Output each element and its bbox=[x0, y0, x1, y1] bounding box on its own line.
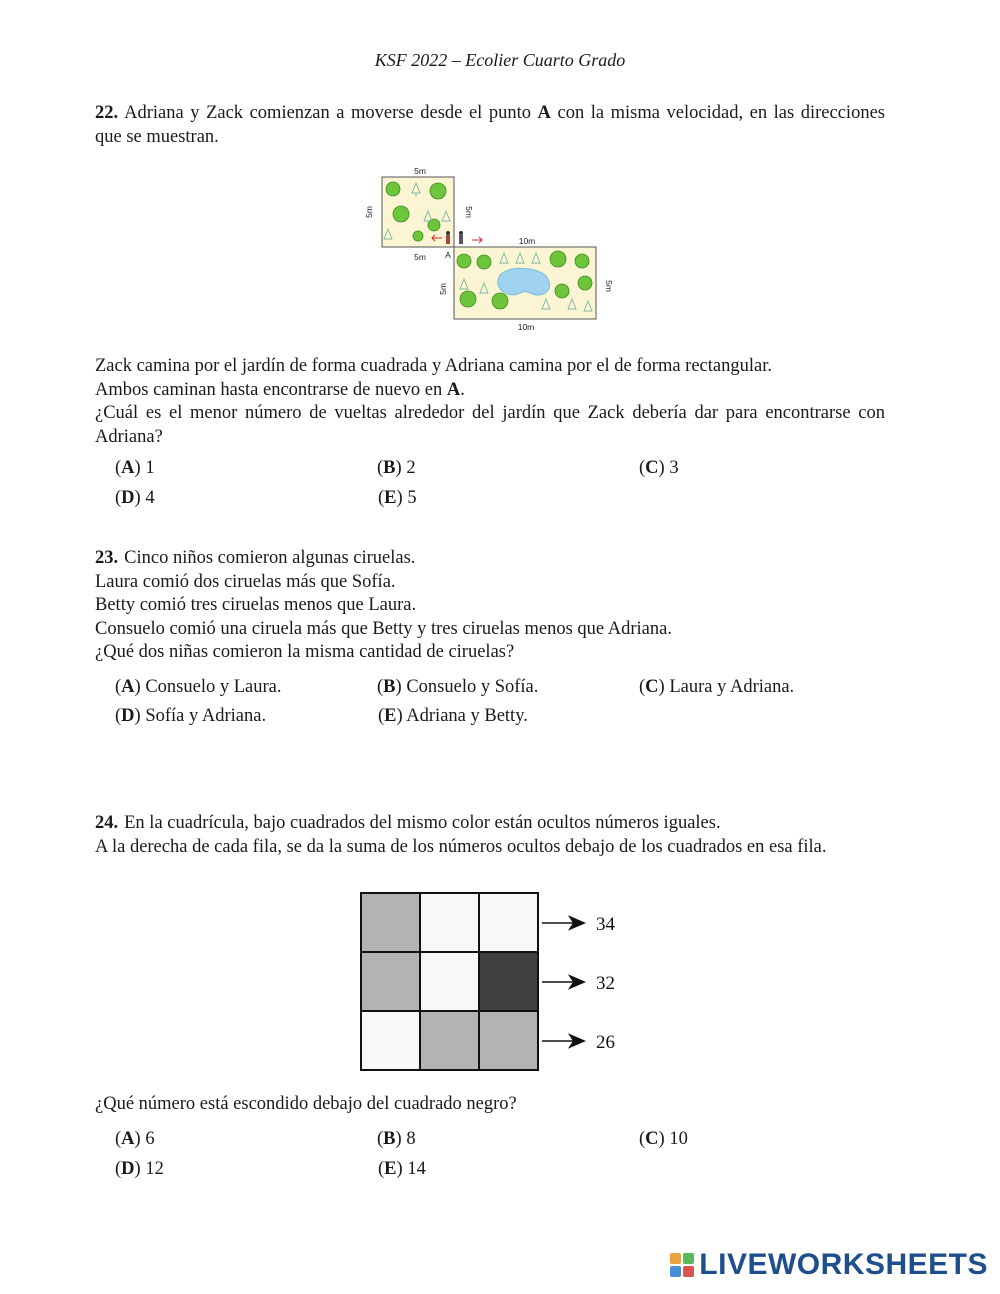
grid-cell-r1-c1 bbox=[361, 893, 420, 952]
grid-cell-r3-c1 bbox=[361, 1011, 420, 1070]
label-rect-bottom: 10m bbox=[517, 322, 535, 332]
right-arrow-icon bbox=[472, 237, 482, 243]
option-e[interactable]: (E) 14 bbox=[378, 1159, 426, 1179]
question-22-number: 22. bbox=[95, 103, 119, 123]
option-d[interactable]: (D) 12 bbox=[115, 1159, 164, 1179]
pond bbox=[498, 268, 550, 295]
label-square-right: 5m bbox=[464, 206, 474, 218]
option-e[interactable]: (E) Adriana y Betty. bbox=[378, 706, 528, 726]
option-d[interactable]: (D) 4 bbox=[115, 488, 155, 508]
label-point-a: A bbox=[445, 250, 451, 260]
question-23-number: 23. bbox=[95, 548, 119, 568]
grid-cell-r2-c2 bbox=[420, 952, 479, 1011]
question-24-number: 24. bbox=[95, 813, 119, 833]
adriana-figure bbox=[446, 231, 450, 235]
question-22-intro: 22. Adriana y Zack comienzan a moverse desde el punto A con la misma velocidad, en las direcciones que se muestran. bbox=[95, 103, 885, 147]
label-square-left: 5m bbox=[364, 206, 374, 218]
option-d[interactable]: (D) Sofía y Adriana. bbox=[115, 706, 267, 726]
question-24: 24. En la cuadrícula, bajo cuadrados del mismo color están ocultos números iguales. A la derecha de cada fila, se da la suma de los números ocultos debajo de los cuadrados en esa fila. bbox=[95, 813, 827, 857]
row-2-arrow-icon bbox=[542, 976, 584, 988]
grid-cell-r1-c2 bbox=[420, 893, 479, 952]
grid-cell-r1-c3 bbox=[479, 893, 538, 952]
row-1-arrow-icon bbox=[542, 917, 584, 929]
option-b[interactable]: (B) Consuelo y Sofía. bbox=[377, 677, 539, 697]
label-rect-top: 10m bbox=[518, 236, 536, 246]
option-a[interactable]: (A) Consuelo y Laura. bbox=[115, 677, 282, 697]
option-c[interactable]: (C) 10 bbox=[639, 1129, 688, 1149]
zack-figure bbox=[459, 231, 463, 235]
grid-cell-r2-c3 bbox=[479, 952, 538, 1011]
label-rect-left: 5m bbox=[438, 283, 448, 295]
option-a[interactable]: (A) 1 bbox=[115, 458, 155, 478]
grid-cell-r3-c3 bbox=[479, 1011, 538, 1070]
option-c[interactable]: (C) 3 bbox=[639, 458, 679, 478]
row-sum-2: 32 bbox=[596, 973, 615, 994]
label-rect-right: 5m bbox=[604, 280, 614, 292]
row-sum-1: 34 bbox=[596, 914, 615, 935]
option-a[interactable]: (A) 6 bbox=[115, 1129, 155, 1149]
question-22-body: Zack camina por el jardín de forma cuadrada y Adriana camina por el de forma rectangular. Ambos caminan hasta encontrarse de nuevo en A. ¿Cuál es el menor número de vueltas alrededor del jardín que Zack debería dar para encontrarse con Adriana? bbox=[95, 356, 885, 447]
question-24-prompt: ¿Qué número está escondido debajo del cuadrado negro? bbox=[95, 1094, 517, 1114]
option-b[interactable]: (B) 2 bbox=[377, 458, 416, 478]
row-3-arrow-icon bbox=[542, 1035, 584, 1047]
grid-cell-r2-c1 bbox=[361, 952, 420, 1011]
label-square-bottom: 5m bbox=[414, 252, 426, 262]
label-square-top: 5m bbox=[414, 166, 426, 176]
color-grid-figure bbox=[358, 890, 628, 1074]
liveworksheets-logo[interactable] bbox=[670, 1248, 988, 1282]
option-c[interactable]: (C) Laura y Adriana. bbox=[639, 677, 795, 697]
garden-figure bbox=[360, 163, 620, 335]
logo-grid-icon bbox=[670, 1253, 694, 1277]
row-sum-3: 26 bbox=[596, 1032, 615, 1053]
option-e[interactable]: (E) 5 bbox=[378, 488, 417, 508]
grid-cell-r3-c2 bbox=[420, 1011, 479, 1070]
option-b[interactable]: (B) 8 bbox=[377, 1129, 416, 1149]
question-23: 23. Cinco niños comieron algunas ciruelas. Laura comió dos ciruelas más que Sofía. Betty comió tres ciruelas menos que Laura. Consuelo comió una ciruela más que Betty y tres ciruelas menos que Adriana. ¿Qué dos niñas comieron la misma cantidad de ciruelas? bbox=[95, 548, 672, 662]
logo-text: LIVEWORKSHEETS bbox=[699, 1248, 988, 1281]
page-header: KSF 2022 – Ecolier Cuarto Grado bbox=[374, 50, 626, 70]
